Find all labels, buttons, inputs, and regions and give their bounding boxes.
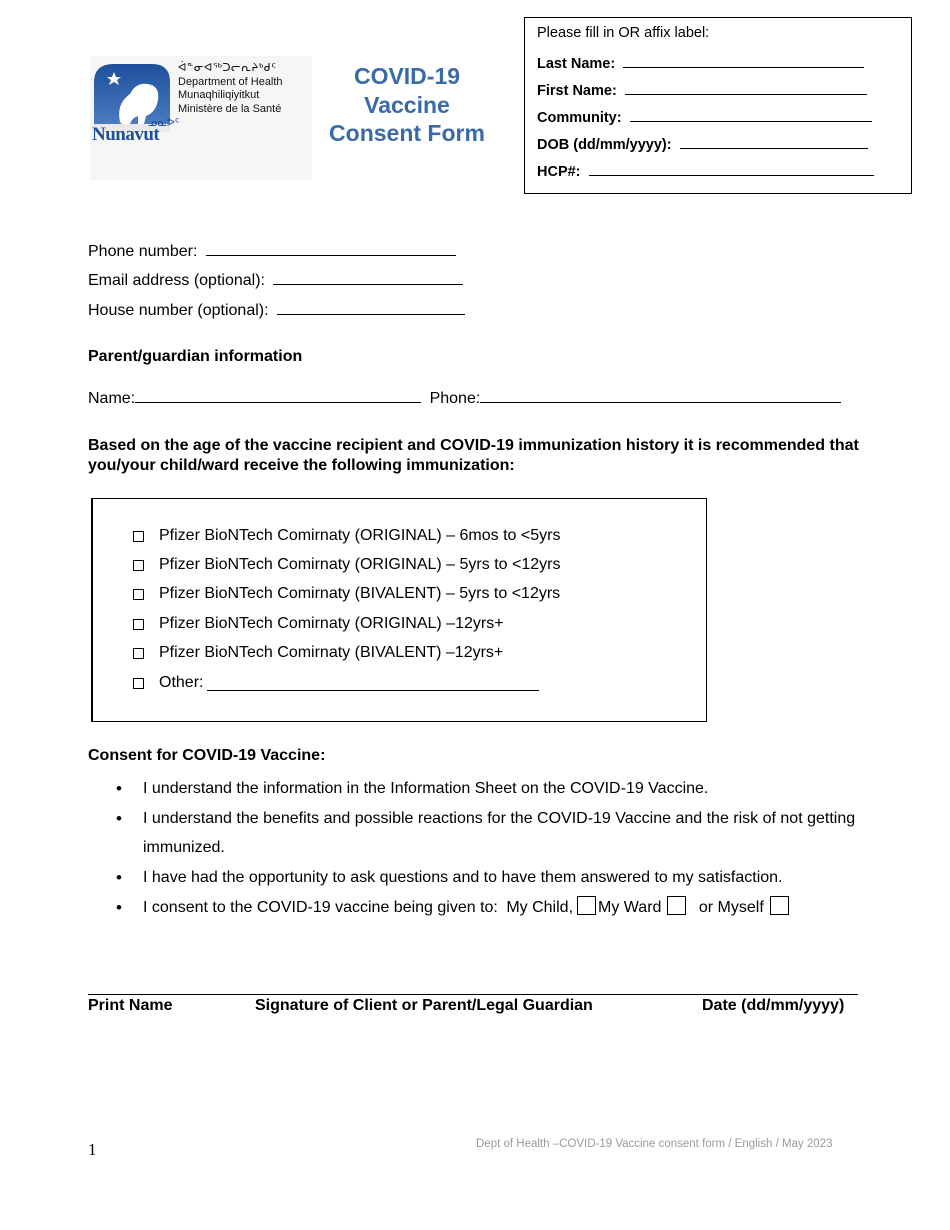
vaccine-option-other[interactable]: [133, 674, 539, 692]
last-name-blank[interactable]: [623, 52, 864, 68]
email-label: Email address (optional):: [88, 272, 265, 289]
house-number-label: House number (optional):: [88, 302, 269, 319]
my-child-label: My Child,: [506, 899, 574, 916]
checkbox[interactable]: [133, 589, 144, 600]
vaccine-option-label: Other:: [159, 674, 204, 691]
title-line-3: Consent Form: [329, 120, 485, 146]
community-field[interactable]: [537, 106, 872, 126]
nunavut-health-logo: [90, 56, 312, 180]
dob-blank[interactable]: [680, 133, 868, 149]
house-number-blank[interactable]: [277, 299, 465, 315]
form-title: [312, 62, 502, 148]
email-field[interactable]: [88, 269, 463, 290]
hcp-blank[interactable]: [589, 160, 874, 176]
guardian-phone-blank[interactable]: [480, 387, 841, 403]
vaccine-option[interactable]: [133, 556, 560, 574]
last-name-field[interactable]: [537, 52, 864, 72]
house-number-field[interactable]: [88, 299, 465, 320]
title-line-2: Vaccine: [364, 91, 450, 118]
page-number: 1: [88, 1140, 97, 1159]
guardian-heading: Parent/guardian information: [88, 348, 303, 365]
my-ward-label: My Ward: [598, 899, 662, 916]
guardian-name-blank[interactable]: [135, 387, 421, 403]
hcp-field[interactable]: [537, 160, 874, 180]
footer-text: Dept of Health –COVID-19 Vaccine consent form / English / May 2023: [476, 1138, 833, 1150]
vaccine-option[interactable]: [133, 585, 560, 603]
my-child-checkbox[interactable]: [577, 896, 596, 915]
checkbox[interactable]: [133, 648, 144, 659]
vaccine-option-label: Pfizer BioNTech Comirnaty (ORIGINAL) – 5yrs to <12yrs: [159, 556, 561, 573]
other-blank[interactable]: [207, 675, 539, 691]
department-name: [178, 62, 283, 116]
myself-label: or Myself: [698, 899, 764, 916]
vaccine-option[interactable]: [133, 644, 503, 662]
hcp-label: HCP#:: [537, 164, 581, 180]
nunavut-wordmark: Nunavut: [92, 124, 160, 145]
first-name-blank[interactable]: [625, 79, 867, 95]
vaccine-option[interactable]: [133, 615, 504, 633]
patient-label-box: [524, 17, 912, 194]
consent-recipient-text: I consent to the COVID-19 vaccine being given to:: [143, 899, 498, 916]
print-name-label: Print Name: [88, 997, 173, 1014]
department-inuinnaqtun: Munaqhiliqiyitkut: [178, 89, 260, 101]
first-name-label: First Name:: [537, 83, 617, 99]
signature-label: Signature of Client or Parent/Legal Guardian: [255, 997, 593, 1014]
vaccine-option[interactable]: [133, 527, 560, 545]
vaccine-options-box: [91, 498, 707, 722]
phone-number-field[interactable]: [88, 240, 456, 261]
checkbox[interactable]: [133, 619, 144, 630]
checkbox[interactable]: [133, 678, 144, 689]
myself-checkbox[interactable]: [770, 896, 789, 915]
checkbox[interactable]: [133, 560, 144, 571]
consent-heading: Consent for COVID-19 Vaccine:: [88, 747, 326, 764]
phone-number-blank[interactable]: [206, 240, 456, 256]
my-ward-checkbox[interactable]: [667, 896, 686, 915]
checkbox[interactable]: [133, 531, 144, 542]
date-label: Date (dd/mm/yyyy): [702, 997, 845, 1014]
consent-bullet-recipient: [88, 893, 878, 922]
first-name-field[interactable]: [537, 79, 867, 99]
nunavut-syllabics-wordmark: ᓄᓇᕗᑦ: [148, 117, 180, 129]
department-french: Ministère de la Santé: [178, 102, 282, 115]
vaccine-option-label: Pfizer BioNTech Comirnaty (ORIGINAL) –12yrs+: [159, 615, 504, 632]
guardian-row: [88, 387, 841, 408]
guardian-phone-label: Phone:: [429, 390, 481, 407]
title-line-1: COVID-19: [353, 63, 461, 89]
phone-number-label: Phone number:: [88, 243, 198, 260]
email-blank[interactable]: [273, 269, 463, 285]
department-english: Department of Health: [178, 75, 283, 88]
consent-bullet: • I understand the benefits and possible reactions for the COVID-19 Vaccine and the risk of not getting immunized.: [88, 804, 878, 862]
community-blank[interactable]: [630, 106, 872, 122]
dob-field[interactable]: [537, 133, 868, 153]
dob-label: DOB (dd/mm/yyyy):: [537, 137, 672, 153]
vaccine-option-label: Pfizer BioNTech Comirnaty (BIVALENT) – 5yrs to <12yrs: [159, 585, 561, 602]
recommendation-text: Based on the age of the vaccine recipient and COVID-19 immunization history it is recommended that you/your child/ward receive the following immunization:: [88, 437, 859, 474]
vaccine-option-label: Pfizer BioNTech Comirnaty (ORIGINAL) – 6mos to <5yrs: [159, 527, 561, 544]
consent-bullet: • I have had the opportunity to ask questions and to have them answered to my satisfaction.: [88, 863, 878, 892]
consent-list: [88, 774, 878, 923]
community-label: Community:: [537, 110, 622, 126]
consent-bullet: • I understand the information in the Information Sheet on the COVID-19 Vaccine.: [88, 774, 878, 803]
last-name-label: Last Name:: [537, 56, 616, 72]
label-box-heading: Please fill in OR affix label:: [537, 25, 710, 41]
department-syllabics: ᐋᓐᓂᐊᖅᑐᓕᕆᔨᒃᑯᑦ: [178, 62, 277, 74]
signature-line[interactable]: [88, 994, 858, 995]
guardian-name-label: Name:: [88, 390, 136, 407]
vaccine-option-label: Pfizer BioNTech Comirnaty (BIVALENT) –12yrs+: [159, 644, 504, 661]
